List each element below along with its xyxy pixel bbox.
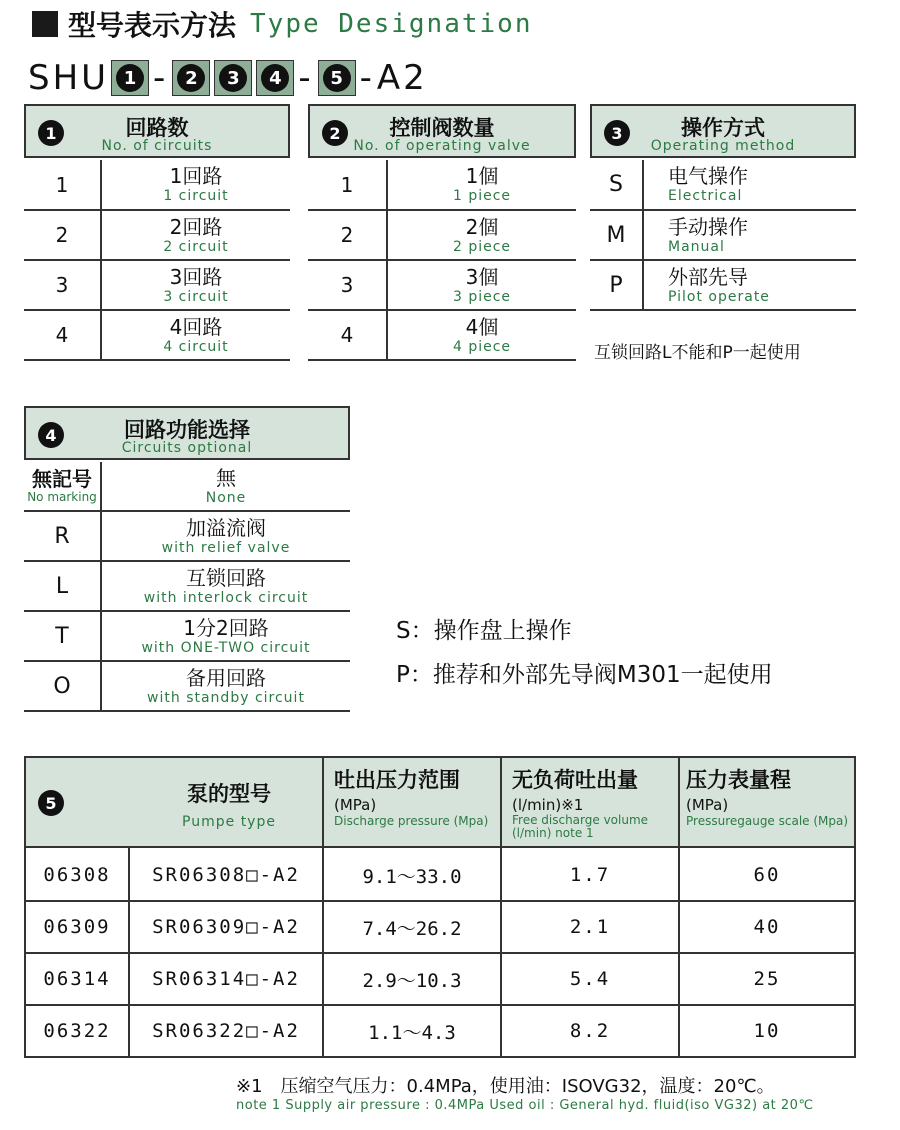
table-row <box>24 512 350 562</box>
table-row <box>24 562 350 612</box>
header-pressure: 吐出压力范围 <box>334 768 460 792</box>
row-sublabel: with standby circuit <box>147 690 305 706</box>
row-key: 2 <box>55 223 69 247</box>
header-flow-unit: (l/min)※1 <box>512 796 584 814</box>
row-key: 3 <box>340 273 354 297</box>
cell-gauge: 60 <box>753 864 781 886</box>
model-suffix: A2 <box>376 58 428 98</box>
cell-flow: 2.1 <box>569 916 611 938</box>
table-row <box>24 160 290 211</box>
header-pressure-en: Discharge pressure (Mpa) <box>334 814 489 828</box>
footnote-en: note 1 Supply air pressure : 0.4MPa Used oil : General hyd. fluid(iso VG32) at 20℃ <box>236 1098 814 1113</box>
row-key: 1 <box>55 172 69 197</box>
header-title: 控制阀数量 <box>389 116 495 140</box>
row-label: 1回路 <box>169 164 223 188</box>
row-key: M <box>606 222 626 248</box>
header-pump-type-en: Pumpe type <box>182 814 276 830</box>
title-en: Type Designation <box>250 9 533 39</box>
row-label: 外部先导 <box>668 265 748 289</box>
cell-pressure: 7.4～26.2 <box>362 917 462 940</box>
row-sublabel: with ONE-TWO circuit <box>141 640 311 656</box>
row-label: 4個 <box>465 315 499 339</box>
cell-flow: 5.4 <box>569 968 611 990</box>
cell-flow: 1.7 <box>569 864 611 886</box>
cell-pressure: 9.1～33.0 <box>362 865 462 888</box>
circle-number-icon: 1 <box>38 120 64 146</box>
table-circuit-options <box>24 406 350 712</box>
row-sublabel: Electrical <box>668 188 743 204</box>
row-sublabel: with relief valve <box>161 540 291 556</box>
header-pressure-unit: (MPa) <box>334 796 377 814</box>
cell-code: 06322 <box>43 1020 111 1042</box>
row-key: T <box>55 623 69 649</box>
circle-number-icon: 5 <box>38 790 64 816</box>
table-row <box>24 311 290 361</box>
header-subtitle: No. of circuits <box>101 138 213 154</box>
header-flow-note: (l/min) note 1 <box>512 826 594 840</box>
row-sublabel: 2 circuit <box>163 239 229 255</box>
row-sublabel: Pilot operate <box>668 289 770 305</box>
code-dash: - <box>359 58 375 98</box>
row-label: 电气操作 <box>668 164 748 188</box>
row-sublabel: with interlock circuit <box>143 590 309 606</box>
row-key: P <box>609 272 623 298</box>
row-key: O <box>53 673 71 699</box>
code-slot-3: 3 <box>214 60 252 96</box>
row-label: 3回路 <box>169 265 223 289</box>
cell-gauge: 10 <box>753 1020 781 1042</box>
code-dash: - <box>298 58 314 98</box>
row-key: 3 <box>55 273 69 297</box>
table-header <box>308 104 576 158</box>
table-row <box>24 211 290 261</box>
table-row <box>308 311 576 361</box>
row-label: 4回路 <box>169 315 223 339</box>
cell-flow: 8.2 <box>569 1020 611 1042</box>
table-row <box>24 261 290 311</box>
header-flow-en: Free discharge volume <box>512 813 649 827</box>
model-prefix: SHU <box>28 58 110 98</box>
cell-model: SR06309□-A2 <box>152 916 300 938</box>
circle-number-icon: 4 <box>38 422 64 448</box>
row-sublabel: 4 piece <box>452 339 512 355</box>
code-slot-1: 1 <box>111 60 149 96</box>
cell-model: SR06314□-A2 <box>152 968 300 990</box>
row-label: 2回路 <box>169 215 223 239</box>
table-header <box>590 104 856 158</box>
row-label: 备用回路 <box>186 666 266 690</box>
header-subtitle: Operating method <box>650 138 796 154</box>
cell-code: 06308 <box>43 864 111 886</box>
row-sublabel: Manual <box>668 239 725 255</box>
row-sublabel: 4 circuit <box>163 339 229 355</box>
row-sublabel: 2 piece <box>452 239 512 255</box>
row-sublabel: 3 piece <box>452 289 512 305</box>
cell-gauge: 25 <box>753 968 781 990</box>
row-key: L <box>55 573 69 599</box>
row-label: 無 <box>216 466 236 490</box>
table-header <box>24 104 290 158</box>
code-slot-5: 5 <box>318 60 356 96</box>
row-label: 手动操作 <box>668 215 748 239</box>
row-key: 無記号 <box>32 467 92 491</box>
row-key: R <box>54 523 70 549</box>
cell-code: 06309 <box>43 916 111 938</box>
table-row <box>24 612 350 662</box>
table-row <box>24 662 350 712</box>
row-label: 互锁回路 <box>186 566 266 590</box>
header-flow: 无负荷吐出量 <box>512 768 638 792</box>
row-label: 1個 <box>465 164 499 188</box>
model-code <box>28 56 428 100</box>
table-row <box>24 462 350 512</box>
table-row <box>308 211 576 261</box>
row-key: 4 <box>340 323 354 347</box>
row-sublabel: None <box>205 490 247 506</box>
cell-code: 06314 <box>43 968 111 990</box>
title-zh: 型号表示方法 <box>68 9 237 42</box>
code-slot-2: 2 <box>172 60 210 96</box>
row-key: 1 <box>340 172 354 197</box>
row-key: S <box>609 172 623 197</box>
table-row <box>308 261 576 311</box>
row-label: 2個 <box>465 215 499 239</box>
table-row <box>590 211 856 261</box>
row-label: 1分2回路 <box>183 616 269 640</box>
row-key-sub: No marking <box>27 490 97 504</box>
header-pump-type: 泵的型号 <box>187 782 271 806</box>
cell-model: SR06308□-A2 <box>152 864 300 886</box>
circle-number-icon: 3 <box>604 120 630 146</box>
table-operating-method <box>590 104 856 310</box>
table-valve-count <box>308 104 576 360</box>
footnote-zh: ※1 压缩空气压力：0.4MPa，使用油：ISOVG32，温度：20℃。 <box>236 1076 775 1097</box>
row-sublabel: 3 circuit <box>163 289 229 305</box>
cell-pressure: 1.1～4.3 <box>368 1021 456 1044</box>
table-row <box>590 160 856 211</box>
page-title <box>32 6 532 42</box>
header-subtitle: No. of operating valve <box>353 138 531 154</box>
cell-model: SR06322□-A2 <box>152 1020 300 1042</box>
row-label: 加溢流阀 <box>186 516 266 540</box>
cell-pressure: 2.9～10.3 <box>362 969 462 992</box>
square-bullet-icon <box>32 11 58 37</box>
header-gauge-en: Pressuregauge scale (Mpa) <box>686 814 849 828</box>
row-key: 4 <box>55 323 69 347</box>
row-sublabel: 1 circuit <box>163 188 229 204</box>
table-header <box>24 406 350 460</box>
note-p: P：推荐和外部先导阀M301一起使用 <box>396 662 773 688</box>
row-key: 2 <box>340 223 354 247</box>
header-title: 回路功能选择 <box>124 418 250 442</box>
table-row <box>590 261 856 311</box>
header-title: 回路数 <box>125 116 189 140</box>
header-gauge: 压力表量程 <box>686 768 791 792</box>
header-gauge-unit: (MPa) <box>686 796 729 814</box>
code-slot-4: 4 <box>256 60 294 96</box>
interlock-note: 互锁回路L不能和P一起使用 <box>594 343 801 363</box>
table-row <box>308 160 576 211</box>
header-subtitle: Circuits optional <box>121 440 253 456</box>
code-dash: - <box>153 58 169 98</box>
table-pump-types <box>24 756 856 1058</box>
row-label: 3個 <box>465 265 499 289</box>
table-circuits <box>24 104 290 360</box>
row-sublabel: 1 piece <box>452 188 512 204</box>
circle-number-icon: 2 <box>322 120 348 146</box>
cell-gauge: 40 <box>753 916 781 938</box>
header-title: 操作方式 <box>681 116 765 140</box>
note-s: S：操作盘上操作 <box>396 618 572 644</box>
